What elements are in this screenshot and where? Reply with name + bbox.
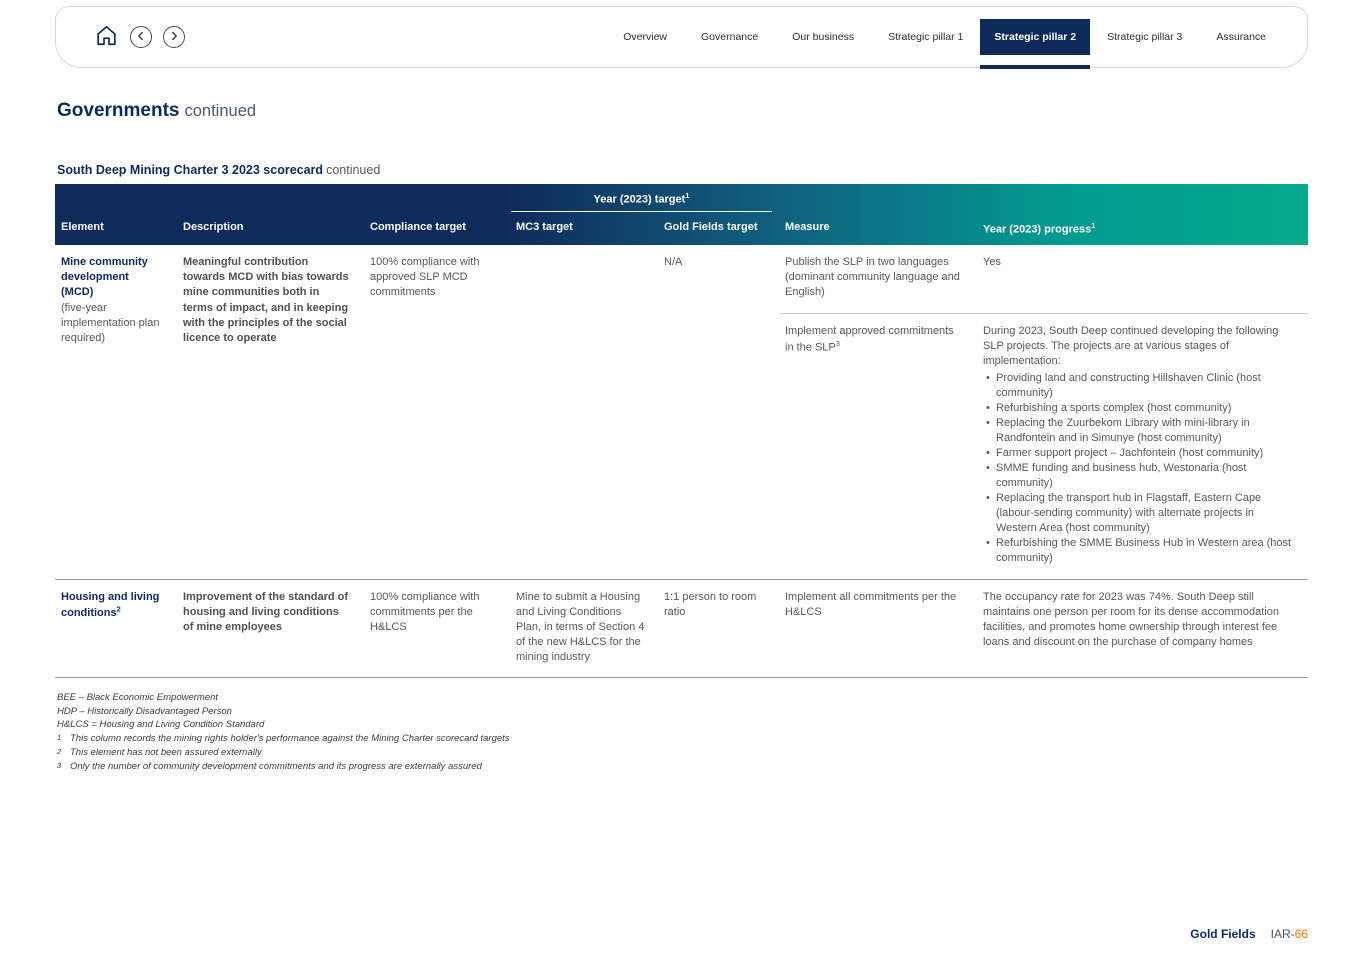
page-footer bbox=[1190, 927, 1308, 941]
progress-bullet: • Replacing the Zuurbekom Library with mini-library in Randfontein and in Simunye (host community) bbox=[983, 416, 1294, 446]
element-title: Mine community development (MCD) bbox=[61, 256, 148, 299]
footnote-abbrev: HDP – Historically Disadvantaged Person bbox=[57, 705, 232, 717]
nav-tab-strategic-pillar-2[interactable]: Strategic pillar 2 bbox=[980, 19, 1090, 55]
measure-progress-subrow bbox=[780, 313, 1308, 579]
cell-description: Meaningful contribution towards MCD with bias towards mine communities both in terms of impact, and in keeping with the principles of the social licence to operate bbox=[183, 256, 349, 344]
page-content bbox=[55, 100, 1308, 773]
measure-progress-group bbox=[780, 580, 1308, 677]
progress-bullet: • Refurbishing a sports complex (host community) bbox=[983, 401, 1294, 416]
measure-progress-group bbox=[780, 245, 1308, 578]
group-header-year-target: Year (2023) target$^1$ bbox=[511, 191, 772, 212]
cell-description: Improvement of the standard of housing and living conditions of mine employees bbox=[183, 590, 349, 633]
table-row-housing bbox=[55, 579, 1308, 677]
cell-gold-fields-target: 1:1 person to room ratio bbox=[664, 590, 757, 618]
chevron-right-icon bbox=[168, 30, 180, 45]
home-icon bbox=[94, 23, 119, 51]
progress-bullet: • SMME funding and business hub, Westonaria (host community) bbox=[983, 461, 1294, 491]
cell-progress bbox=[978, 314, 1308, 579]
nav-tab-overview[interactable]: Overview bbox=[623, 31, 668, 43]
progress-bullet: • Providing land and constructing Hillshaven Clinic (host community) bbox=[983, 371, 1294, 401]
column-header-mc3-target: MC3 target bbox=[516, 220, 573, 233]
top-navbar bbox=[55, 6, 1308, 68]
nav-tab-strategic-pillar-3[interactable]: Strategic pillar 3 bbox=[1107, 31, 1183, 43]
footnote-numbered bbox=[57, 732, 1308, 746]
cell-measure: Implement all commitments per the H&LCS bbox=[785, 590, 957, 618]
footnote-marker: 1 bbox=[57, 733, 62, 743]
column-header-gold-fields-target: Gold Fields target bbox=[664, 220, 758, 233]
cell-element bbox=[55, 580, 178, 677]
column-header-progress: Year (2023) progress$^1$ bbox=[983, 220, 1096, 236]
nav-tab-governance[interactable]: Governance bbox=[701, 31, 759, 43]
table-row-mcd bbox=[55, 245, 1308, 578]
cell-measure: Implement approved commitments in the SLP$^3$ bbox=[785, 324, 954, 354]
cell-measure: Publish the SLP in two languages (dominant community language and English) bbox=[785, 256, 960, 299]
cell-compliance-target: 100% compliance with commitments per the H&LCS bbox=[370, 590, 480, 633]
page-title-text: Governments bbox=[57, 100, 180, 121]
column-header-compliance-target: Compliance target bbox=[370, 220, 466, 233]
column-header-measure: Measure bbox=[785, 220, 830, 233]
cell-progress: Yes bbox=[983, 256, 1001, 269]
measure-progress-subrow bbox=[780, 245, 1308, 312]
footnotes bbox=[55, 691, 1308, 774]
brand-name: Gold Fields bbox=[1190, 927, 1256, 941]
progress-bullet: • Replacing the transport hub in Flagstaff, Eastern Cape (labour-sending community) with alternate projects in Western Area (host community) bbox=[983, 491, 1294, 536]
footnote-text: Only the number of community development commitments and its progress are externally assured bbox=[70, 760, 482, 772]
cell-element bbox=[55, 245, 178, 578]
progress-bullet-list bbox=[983, 371, 1294, 567]
scorecard-table bbox=[55, 184, 1308, 678]
element-note: (five-year implementation plan required) bbox=[61, 301, 160, 344]
back-button[interactable] bbox=[130, 26, 152, 48]
table-header bbox=[55, 184, 1308, 245]
nav-tab-our-business[interactable]: Our business bbox=[792, 31, 855, 43]
nav-tab-strategic-pillar-1[interactable]: Strategic pillar 1 bbox=[888, 31, 964, 43]
column-header-element: Element bbox=[61, 220, 104, 233]
nav-tab-assurance[interactable]: Assurance bbox=[1216, 31, 1266, 43]
element-title: Housing and living conditions$^2$ bbox=[61, 590, 160, 620]
table-body bbox=[55, 245, 1308, 678]
column-header-description: Description bbox=[183, 220, 244, 233]
footnote-marker: 2 bbox=[57, 746, 62, 756]
footnote-abbrev: BEE – Black Economic Empowerment bbox=[57, 691, 219, 703]
footnote-numbered bbox=[57, 746, 1308, 760]
nav-left-controls bbox=[94, 23, 185, 51]
section-title-suffix: continued bbox=[326, 163, 381, 177]
section-title bbox=[55, 163, 1308, 177]
chevron-left-icon bbox=[135, 30, 147, 45]
footnote-text: This column records the mining rights holder's performance against the Mining Charter scorecard targets bbox=[70, 733, 510, 745]
page-title-suffix: continued bbox=[184, 102, 257, 120]
cell-mc3-target bbox=[511, 245, 659, 578]
footnote-abbrev: H&LCS = Housing and Living Condition Standard bbox=[57, 719, 265, 731]
cell-gold-fields-target: N/A bbox=[664, 256, 683, 269]
nav-tabs bbox=[606, 19, 1283, 55]
footnote-marker: 3 bbox=[57, 760, 62, 770]
cell-mc3-target: Mine to submit a Housing and Living Conditions Plan, in terms of Section 4 of the new H&LCS for the mining industry bbox=[516, 590, 645, 663]
cell-progress: The occupancy rate for 2023 was 74%. South Deep still maintains one person per room for its dense accommodation facilities, and promotes home ownership through interest fee loans and discount on the purchase of company homes bbox=[983, 590, 1279, 648]
footnote-numbered bbox=[57, 760, 1308, 774]
measure-progress-subrow bbox=[780, 580, 1308, 662]
footnote-text: This element has not been assured externally bbox=[70, 746, 262, 758]
page-title bbox=[55, 100, 1308, 122]
progress-intro: During 2023, South Deep continued developing the following SLP projects. The projects are at various stages of implementation: bbox=[983, 324, 1279, 367]
cell-compliance-target: 100% compliance with approved SLP MCD commitments bbox=[370, 256, 480, 299]
forward-button[interactable] bbox=[163, 26, 185, 48]
section-title-text: South Deep Mining Charter 3 2023 scorecard bbox=[57, 163, 324, 177]
home-button[interactable] bbox=[94, 23, 119, 51]
page-number: IAR-66 bbox=[1270, 927, 1308, 941]
progress-bullet: • Farmer support project – Jachfontein (host community) bbox=[983, 446, 1294, 461]
progress-bullet: • Refurbishing the SMME Business Hub in Western area (host community) bbox=[983, 536, 1294, 566]
